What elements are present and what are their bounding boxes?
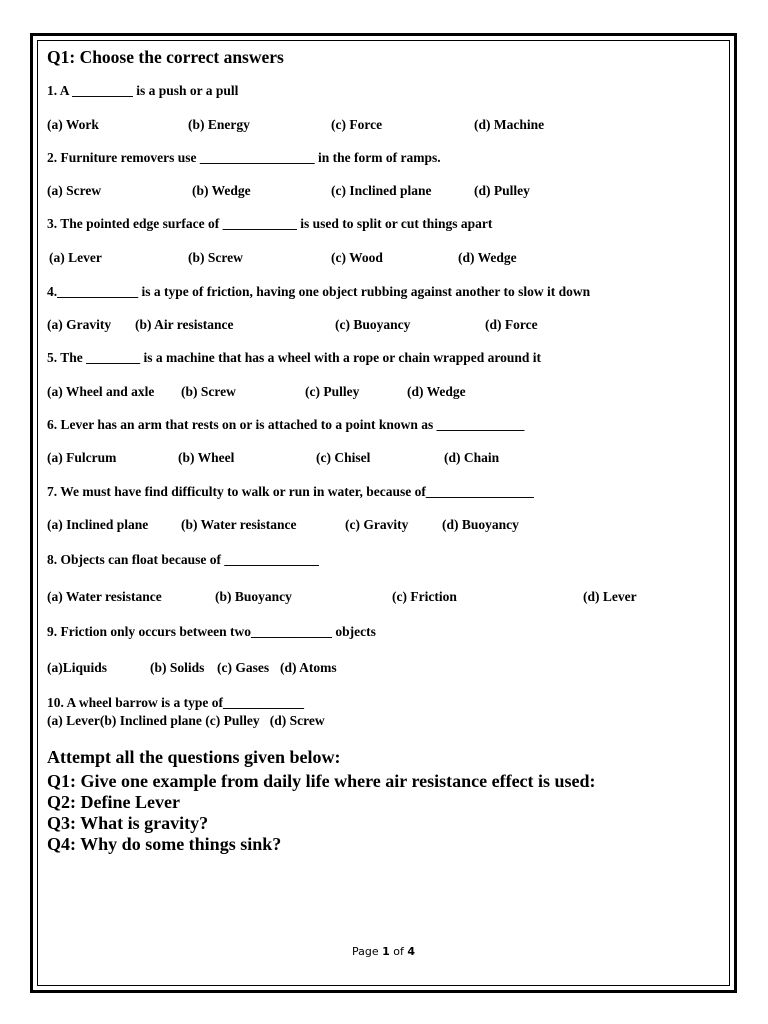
section2-title: Attempt all the questions given below: [47, 747, 341, 767]
page-current: 1 [382, 945, 390, 958]
page-number [352, 945, 415, 958]
q9-option-b: (b) Solids [150, 660, 205, 675]
page-total: 4 [407, 945, 416, 958]
q4-option-a: (a) Gravity [47, 317, 112, 332]
q4-option-d: (d) Force [485, 317, 538, 332]
short-question-1: Q1: Give one example from daily life where air resistance effect is used: [47, 771, 596, 791]
question-6: 6. Lever has an arm that rests on or is attached to a point known as _____________ [47, 417, 525, 432]
q7-option-c: (c) Gravity [345, 517, 409, 532]
q10-option-d: (d) Screw [269, 713, 325, 728]
question-3: 3. The pointed edge surface of ___________ is used to split or cut things apart [47, 216, 493, 231]
q2-option-d: (d) Pulley [474, 183, 530, 198]
question-2: 2. Furniture removers use _________________ in the form of ramps. [47, 150, 441, 165]
question-7: 7. We must have find difficulty to walk or run in water, because of________________ [47, 484, 534, 499]
q1-option-a: (a) Work [47, 117, 99, 132]
short-question-2: Q2: Define Lever [47, 792, 180, 812]
q4-option-c: (c) Buoyancy [335, 317, 411, 332]
q10-option-c: (c) Pulley [205, 713, 260, 728]
question-4: 4.____________ is a type of friction, having one object rubbing against another to slow it down [47, 284, 591, 299]
q1-option-d: (d) Machine [474, 117, 545, 132]
question-5: 5. The ________ is a machine that has a wheel with a rope or chain wrapped around it [47, 350, 542, 365]
q6-option-b: (b) Wheel [178, 450, 235, 465]
question-8: 8. Objects can float because of ______________ [47, 552, 319, 567]
q4-option-b: (b) Air resistance [135, 317, 234, 332]
q2-option-a: (a) Screw [47, 183, 102, 198]
question-9: 9. Friction only occurs between two____________ objects [47, 624, 376, 639]
q6-option-a: (a) Fulcrum [47, 450, 117, 465]
q8-option-d: (d) Lever [583, 589, 637, 604]
page-word: Page [352, 945, 379, 958]
q9-option-d: (d) Atoms [280, 660, 337, 675]
q3-option-d: (d) Wedge [458, 250, 517, 265]
q5-option-a: (a) Wheel and axle [47, 384, 155, 399]
q5-option-c: (c) Pulley [305, 384, 360, 399]
q9-option-a: (a)Liquids [47, 660, 108, 675]
q1-option-c: (c) Force [331, 117, 383, 132]
q6-option-c: (c) Chisel [316, 450, 371, 465]
q6-option-d: (d) Chain [444, 450, 500, 465]
q10-options [47, 713, 325, 729]
q5-option-d: (d) Wedge [407, 384, 466, 399]
q10-option-b: (b) Inclined plane [99, 713, 202, 728]
q7-option-d: (d) Buoyancy [442, 517, 519, 532]
q5-option-b: (b) Screw [181, 384, 236, 399]
q3-option-a: (a) Lever [49, 250, 102, 265]
q3-option-c: (c) Wood [331, 250, 383, 265]
question-10: 10. A wheel barrow is a type of____________ [47, 695, 304, 710]
q7-option-a: (a) Inclined plane [47, 517, 149, 532]
short-question-4: Q4: Why do some things sink? [47, 834, 282, 854]
q1-option-b: (b) Energy [188, 117, 250, 132]
q10-option-a: (a) Lever [47, 713, 100, 728]
q2-option-c: (c) Inclined plane [331, 183, 432, 198]
short-question-3: Q3: What is gravity? [47, 813, 209, 833]
question-1: 1. A _________ is a push or a pull [47, 83, 239, 98]
section-title: Q1: Choose the correct answers [47, 47, 284, 67]
q7-option-b: (b) Water resistance [181, 517, 297, 532]
q9-option-c: (c) Gases [217, 660, 270, 675]
q3-option-b: (b) Screw [188, 250, 243, 265]
of-word: of [393, 945, 404, 958]
q8-option-b: (b) Buoyancy [215, 589, 292, 604]
q2-option-b: (b) Wedge [192, 183, 251, 198]
q8-option-c: (c) Friction [392, 589, 457, 604]
q8-option-a: (a) Water resistance [47, 589, 162, 604]
